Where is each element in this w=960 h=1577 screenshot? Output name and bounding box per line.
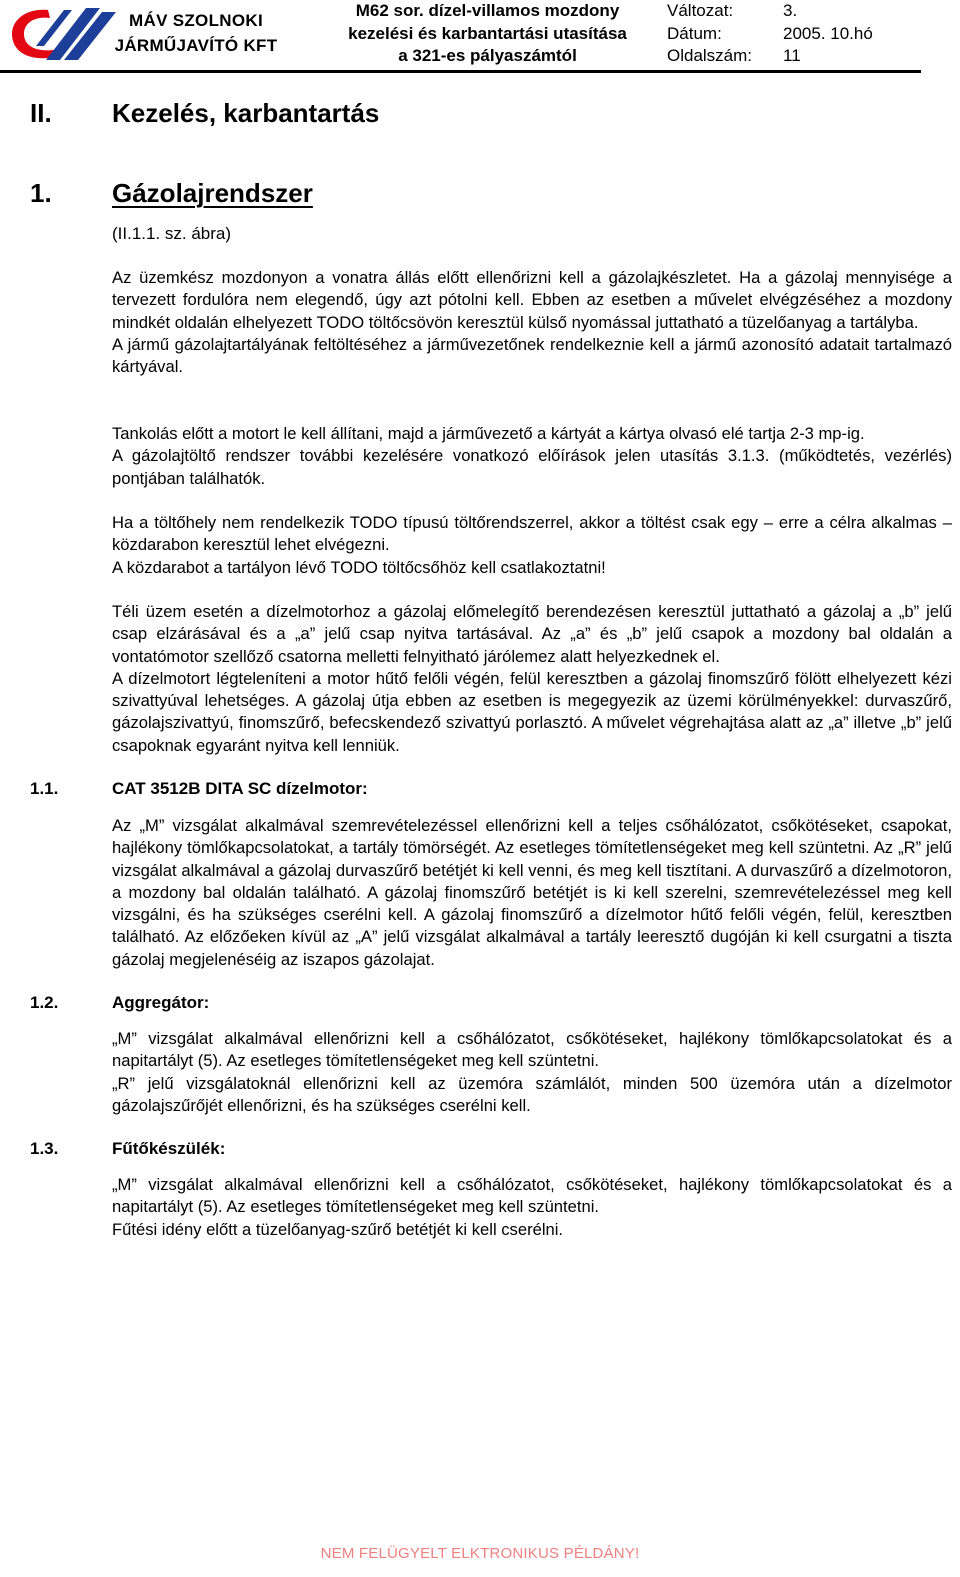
subsection-1-body xyxy=(112,815,952,971)
figure-reference: (II.1.1. sz. ábra) xyxy=(112,224,232,243)
paragraph: Ha a töltőhely nem rendelkezik TODO típusú töltőrendszerrel, akkor a töltést csak egy – erre a célra alkalmas – közdarabon keresztül lehet elvégezni. xyxy=(112,513,952,555)
document-title xyxy=(325,0,650,68)
paragraph: A közdarabot a tartályon lévő TODO töltőcsőhöz kell csatlakoztatni! xyxy=(112,557,606,577)
paragraph: Tankolás előtt a motort le kell állítani, majd a járművezető a kártyát a kártya olvasó elé tartja 2-3 mp-ig. xyxy=(112,424,865,443)
company-line-2: JÁRMŰJAVÍTÓ KFT xyxy=(114,36,278,55)
chapter-number: II. xyxy=(30,98,52,128)
section-number: 1. xyxy=(30,178,52,208)
paragraph: „R” jelű vizsgálatoknál ellenőrizni kell az üzemóra számlálót, minden 500 üzemóra után a dízelmotor gázolajszűrőjét ellenőrizni, és ha szükséges cserélni kell. xyxy=(112,1073,952,1115)
date-value: 2005. 10.hó xyxy=(783,23,873,43)
version-value: 3. xyxy=(783,1,798,20)
meta-labels xyxy=(667,0,752,68)
company-line-1: MÁV SZOLNOKI xyxy=(129,11,263,30)
header-rule xyxy=(0,70,921,73)
paragraph: Téli üzem esetén a dízelmotorhoz a gázolaj előmelegítő berendezésen keresztül juttatható a gázolaj a „b” jelű csap elzárásával és a „a” jelű csap nyitva tartásával. Az „a” és „b” jelű csapok a mozdony bal oldalán a vontatómotor szellőző csatorna melletti felnyitható járólemez alatt helyezkednek el. xyxy=(112,602,952,666)
document-title-line-3: a 321-es pályaszámtól xyxy=(398,46,577,65)
date-label: Dátum: xyxy=(667,23,722,43)
paragraph: „M” vizsgálat alkalmával ellenőrizni kell a csőhálózatot, csőkötéseket, hajlékony tömlőkapcsolatokat és a napitartályt (5). Az esetleges tömítetlenségeket meg kell szüntetni. xyxy=(112,1029,952,1071)
subsection-number: 1.3. xyxy=(30,1139,59,1158)
paragraph: Az „M” vizsgálat alkalmával szemrevételezéssel ellenőrizni kell a teljes csőhálózatot, csőkötéseket, csapokat, hajlékony tömlőkapcsolatokat, a tartály tömörségét. Az esetleges tömítetlenségeket meg kell szüntetni. Az „R” jelű vizsgálat alkalmával a gázolaj durvaszűrő betétjét ki kell venni, és meg kell tisztítani. A durvaszűrő a dízelmotoron, a mozdony bal oldalán található. A gázolaj finomszűrő betétjét is ki kell szerelni, szemrevételezéssel meg kell vizsgálni, és ha szükséges cserélni kell. A gázolaj finomszűrő a dízelmotor hűtő felőli végén, felül, keresztben található. Az előzőeken kívül az „A” jelű vizsgálat alkalmával a tartály leeresztő dugóján ki kell csurgatni a tiszta gázolaj megjelenéséig az iszapos gázolajat. xyxy=(112,816,952,969)
page-label: Oldalszám: xyxy=(667,46,753,65)
intro-block-4 xyxy=(112,601,952,757)
meta-values xyxy=(783,0,873,68)
uncontrolled-copy-notice: NEM FELÜGYELT ELKTRONIKUS PÉLDÁNY! xyxy=(320,1545,640,1562)
subsection-3-body xyxy=(112,1174,952,1241)
paragraph: „M” vizsgálat alkalmával ellenőrizni kell a csőhálózatot, csőkötéseket, hajlékony tömlőkapcsolatokat és a napitartályt (5). Az esetleges tömítetlenségeket meg kell szüntetni. xyxy=(112,1175,952,1217)
intro-block-2 xyxy=(112,423,952,490)
subsection-title: CAT 3512B DITA SC dízelmotor: xyxy=(112,779,368,798)
paragraph: Az üzemkész mozdonyon a vonatra állás előtt ellenőrizni kell a gázolajkészletet. Ha a gázolaj mennyisége a tervezett fordulóra nem elegendő, úgy azt pótolni kell. Ebben az esetben a művelet elvégzéséhez a mozdony mindkét oldalán elhelyezett TODO töltőcsövön keresztül külső nyomással juttatható a tüzelőanyag a tartályba. xyxy=(112,268,952,332)
document-title-line-1: M62 sor. dízel-villamos mozdony xyxy=(355,1,620,20)
document-title-line-2: kezelési és karbantartási utasítása xyxy=(348,23,627,43)
version-label: Változat: xyxy=(667,1,734,20)
subsection-2-body xyxy=(112,1028,952,1117)
subsection-title: Aggregátor: xyxy=(112,993,210,1012)
intro-block-3 xyxy=(112,512,952,579)
subsection-title: Fűtőkészülék: xyxy=(112,1139,226,1158)
subsection-number: 1.1. xyxy=(30,779,59,798)
paragraph: A gázolajtöltő rendszer további kezelésére vonatkozó előírások jelen utasítás 3.1.3. (működtetés, vezérlés) pontjában találhatók. xyxy=(112,446,952,488)
page-value: 11 xyxy=(783,46,801,65)
paragraph: A jármű gázolajtartályának feltöltéséhez a járművezetőnek rendelkeznie kell a jármű azonosító adatait tartalmazó kártyával. xyxy=(112,334,952,377)
paragraph: Fűtési idény előtt a tüzelőanyag-szűrő betétjét ki kell cserélni. xyxy=(112,1219,564,1239)
chapter-title: Kezelés, karbantartás xyxy=(112,98,380,128)
intro-block-1 xyxy=(112,267,952,378)
paragraph: A dízelmotort légteleníteni a motor hűtő felőli végén, felül keresztben a gázolaj finomszűrő fölött elhelyezett kézi szivattyúval lehetséges. A gázolaj útja ebben az esetben is megegyezik az üzemi körülményekkel: durvaszűrő, gázolajszivattyú, finomszűrő, befecskendező szivattyú porlasztó. A művelet végrehajtása alatt az „a” illetve „b” jelű csapoknak egyaránt nyitva kell lenniük. xyxy=(112,668,952,755)
company-name xyxy=(96,8,296,58)
section-title: Gázolajrendszer xyxy=(112,178,313,208)
subsection-number: 1.2. xyxy=(30,993,59,1012)
